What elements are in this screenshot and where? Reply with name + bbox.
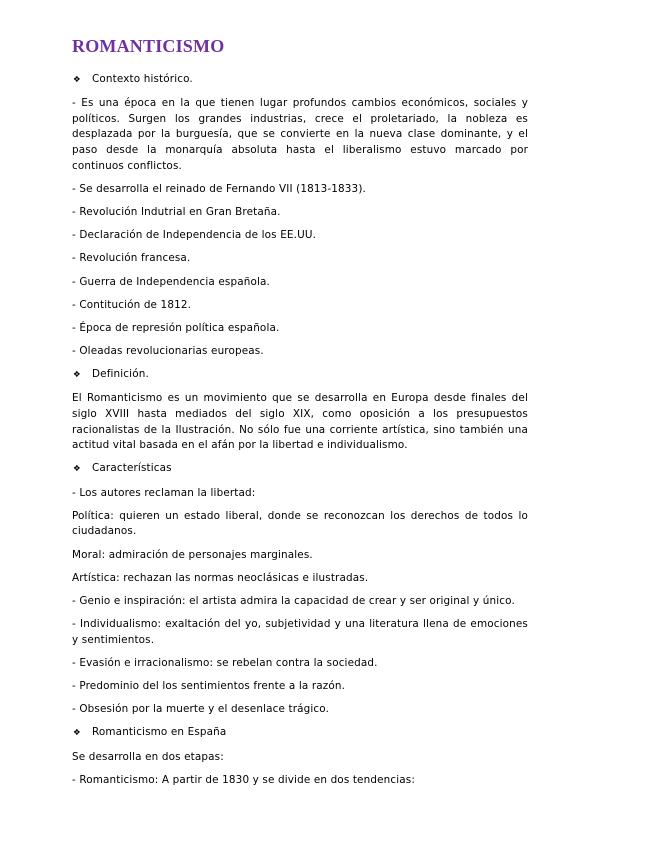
document-body [72, 72, 528, 788]
paragraph: - Individualismo: exaltación del yo, subjetividad y una literatura llena de emociones y sentimientos. [72, 618, 528, 646]
section-heading [72, 367, 528, 384]
paragraph: - Evasión e irracionalismo: se rebelan contra la sociedad. [72, 656, 378, 669]
section-heading [72, 72, 528, 89]
document-title: ROMANTICISMO [72, 36, 225, 56]
paragraph: Política: quieren un estado liberal, donde se reconozcan los derechos de todos lo ciudadanos. [72, 509, 528, 538]
paragraph: - Revolución francesa. [72, 252, 191, 265]
paragraph: - Los autores reclaman la libertad: [72, 486, 256, 499]
section-heading-text: Contexto histórico. [92, 73, 193, 85]
diamond-bullet-icon: ❖ [73, 728, 81, 739]
paragraph: - Genio e inspiración: el artista admira la capacidad de crear y ser original y único. [72, 594, 515, 607]
paragraph: - Revolución Indutrial en Gran Bretaña. [72, 205, 281, 218]
diamond-bullet-icon: ❖ [73, 464, 81, 475]
paragraph: - Se desarrolla el reinado de Fernando VII (1813-1833). [72, 182, 366, 195]
section-heading [72, 461, 528, 478]
diamond-bullet-icon: ❖ [73, 370, 81, 381]
paragraph: - Contitución de 1812. [72, 298, 192, 311]
paragraph: - Declaración de Independencia de los EE.UU. [72, 229, 317, 242]
paragraph: - Es una época en la que tienen lugar profundos cambios económicos, sociales y políticos. Surgen los grandes industrias, crece el proletariado, la nobleza es desplazada por la burguesía, que se convierte en la nueva clase dominante, y el paso desde la monarquía absoluta hasta el liberalismo estuvo marcado por continuos conflictos. [72, 97, 528, 172]
diamond-bullet-icon: ❖ [73, 75, 81, 85]
document-page [72, 34, 528, 796]
paragraph: Moral: admiración de personajes marginales. [72, 548, 313, 561]
paragraph: - Obsesión por la muerte y el desenlace trágico. [72, 703, 330, 716]
section-heading-text: Características [92, 462, 172, 475]
section-heading-text: Romanticismo en España [92, 726, 227, 739]
paragraph: - Guerra de Independencia española. [72, 275, 270, 288]
paragraph: El Romanticismo es un movimiento que se desarrolla en Europa desde finales del siglo XVIII hasta mediados del siglo XIX, como oposición a los presupuestos racionalistas de la Ilustración. No sólo fue una corriente artística, sino también una actitud vital basada en el afán por la libertad e individualismo. [72, 392, 528, 452]
section-heading [72, 725, 528, 742]
paragraph: - Predominio del los sentimientos frente a la razón. [72, 680, 346, 693]
paragraph: - Romanticismo: A partir de 1830 y se divide en dos tendencias: [72, 773, 415, 786]
paragraph: Se desarrolla en dos etapas: [72, 750, 224, 763]
section-heading-text: Definición. [92, 368, 149, 381]
paragraph: Artística: rechazan las normas neoclásicas e ilustradas. [72, 571, 369, 584]
paragraph: - Época de represión política española. [72, 321, 280, 334]
paragraph: - Oleadas revolucionarias europeas. [72, 345, 264, 358]
